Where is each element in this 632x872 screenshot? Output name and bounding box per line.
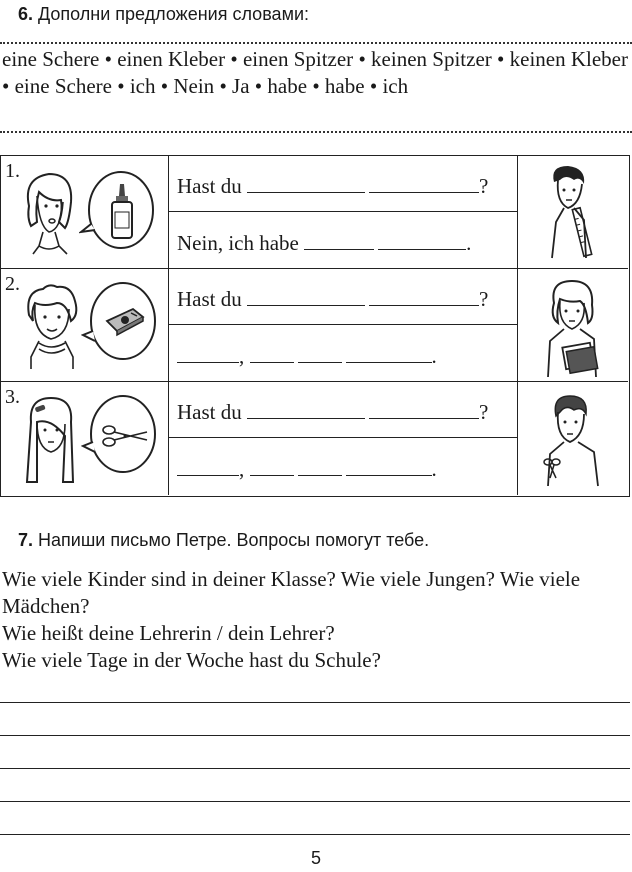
row-1-person-cell bbox=[518, 156, 628, 268]
word-bank-item: eine Schere bbox=[14, 74, 112, 98]
girl-face-icon bbox=[19, 166, 81, 258]
glue-bottle-icon bbox=[107, 182, 137, 242]
word-bank-bullet: • bbox=[117, 74, 125, 98]
word-bank bbox=[2, 46, 630, 100]
woman-with-books-icon bbox=[536, 275, 616, 379]
row-3-answer-end: . bbox=[431, 457, 437, 481]
word-bank-bottom-border bbox=[0, 131, 632, 133]
writing-line-5[interactable] bbox=[0, 834, 630, 835]
word-bank-bullet: • bbox=[160, 74, 169, 98]
row-3-answer-line bbox=[169, 438, 517, 494]
boy-face-icon bbox=[21, 281, 83, 371]
word-bank-item: keinen Spitzer bbox=[371, 47, 492, 71]
writing-line-4[interactable] bbox=[0, 801, 630, 802]
letter-question-3: Wie viele Tage in der Woche hast du Schule? bbox=[2, 648, 381, 672]
row-2-picture-cell bbox=[1, 269, 169, 381]
row-1-answer-end: . bbox=[466, 231, 472, 255]
row-2-person-cell bbox=[518, 269, 628, 381]
exercise-row-2 bbox=[1, 269, 628, 382]
task-7-title bbox=[18, 530, 429, 551]
row-3-blank-2[interactable] bbox=[369, 417, 479, 419]
scissors-icon bbox=[101, 422, 151, 450]
row-1-picture-cell bbox=[1, 156, 169, 268]
row-2-question-mark: ? bbox=[479, 287, 489, 311]
boy-with-scissors-icon bbox=[538, 390, 614, 490]
row-3-blank-1[interactable] bbox=[247, 417, 365, 419]
word-bank-bullet: • bbox=[230, 47, 238, 71]
word-bank-bullet: • bbox=[312, 74, 320, 98]
row-2-comma: , bbox=[239, 344, 245, 368]
row-1-number: 1. bbox=[5, 160, 20, 182]
row-2-text-cell bbox=[169, 269, 518, 381]
word-bank-item: einen Kleber bbox=[117, 47, 226, 71]
row-1-answer-line bbox=[169, 212, 517, 268]
row-2-answer-end: . bbox=[431, 344, 437, 368]
word-bank-item: Nein bbox=[173, 74, 215, 98]
row-3-number: 3. bbox=[5, 386, 20, 408]
task-7-number: 7. bbox=[18, 530, 34, 550]
word-bank-item: eine Schere bbox=[2, 47, 100, 71]
word-bank-item: Ja bbox=[232, 74, 250, 98]
row-3-question: Hast du bbox=[177, 400, 242, 424]
row-1-question: Hast du bbox=[177, 174, 242, 198]
row-2-blank-5[interactable] bbox=[298, 361, 342, 363]
row-2-blank-6[interactable] bbox=[346, 361, 432, 363]
word-bank-top-border bbox=[0, 42, 632, 44]
word-bank-bullet: • bbox=[369, 74, 378, 98]
task-6-number: 6. bbox=[18, 4, 34, 24]
task-6-instruction: Дополни предложения словами: bbox=[38, 4, 309, 24]
row-3-blank-6[interactable] bbox=[346, 474, 432, 476]
word-bank-item: ich bbox=[382, 74, 409, 98]
row-3-blank-3[interactable] bbox=[177, 474, 239, 476]
writing-line-2[interactable] bbox=[0, 735, 630, 736]
task-7-instruction: Напиши письмо Петре. Вопросы помогут тебе. bbox=[38, 530, 430, 550]
row-2-blank-4[interactable] bbox=[250, 361, 294, 363]
row-1-question-line bbox=[169, 156, 517, 212]
word-bank-item: habe bbox=[324, 74, 365, 98]
row-3-person-cell bbox=[518, 382, 628, 495]
row-2-answer-line bbox=[169, 325, 517, 381]
row-3-picture-cell bbox=[1, 382, 169, 495]
word-bank-bullet: • bbox=[254, 74, 263, 98]
row-2-question-line bbox=[169, 269, 517, 325]
row-1-blank-3[interactable] bbox=[304, 248, 374, 250]
word-bank-bullet: • bbox=[497, 47, 505, 71]
row-3-text-cell bbox=[169, 382, 518, 495]
row-1-blank-1[interactable] bbox=[247, 191, 365, 193]
row-1-question-mark: ? bbox=[479, 174, 489, 198]
girl-with-long-hair-icon bbox=[21, 392, 81, 488]
word-bank-item: ich bbox=[129, 74, 156, 98]
exercise-table bbox=[0, 155, 630, 497]
word-bank-bullet: • bbox=[104, 47, 112, 71]
exercise-row-1 bbox=[1, 156, 628, 269]
word-bank-item: keinen Kleber bbox=[509, 47, 628, 71]
row-1-blank-4[interactable] bbox=[378, 248, 466, 250]
row-3-comma: , bbox=[239, 457, 245, 481]
word-bank-item: einen Spitzer bbox=[242, 47, 354, 71]
writing-line-3[interactable] bbox=[0, 768, 630, 769]
row-3-blank-5[interactable] bbox=[298, 474, 342, 476]
exercise-row-3 bbox=[1, 382, 628, 495]
letter-question-2: Wie heißt deine Lehrerin / dein Lehrer? bbox=[2, 621, 335, 645]
row-1-text-cell bbox=[169, 156, 518, 268]
row-3-question-mark: ? bbox=[479, 400, 489, 424]
letter-questions bbox=[2, 566, 630, 674]
row-2-blank-2[interactable] bbox=[369, 304, 479, 306]
writing-line-1[interactable] bbox=[0, 702, 630, 703]
word-bank-bullet: • bbox=[2, 74, 10, 98]
row-3-question-line bbox=[169, 382, 517, 438]
word-bank-bullet: • bbox=[219, 74, 227, 98]
row-2-question: Hast du bbox=[177, 287, 242, 311]
page-number: 5 bbox=[310, 848, 321, 868]
boy-with-ruler-icon bbox=[540, 162, 610, 262]
row-2-blank-1[interactable] bbox=[247, 304, 365, 306]
task-6-title bbox=[18, 4, 309, 25]
pencil-sharpener-icon bbox=[103, 303, 147, 337]
row-1-answer-start: Nein, ich habe bbox=[177, 231, 299, 255]
row-3-blank-4[interactable] bbox=[250, 474, 294, 476]
row-2-blank-3[interactable] bbox=[177, 361, 239, 363]
row-1-blank-2[interactable] bbox=[369, 191, 479, 193]
letter-question-1: Wie viele Kinder sind in deiner Klasse? Wie viele Jungen? Wie viele Mädchen? bbox=[2, 567, 581, 618]
word-bank-bullet: • bbox=[358, 47, 366, 71]
row-2-number: 2. bbox=[5, 273, 20, 295]
word-bank-item: habe bbox=[267, 74, 308, 98]
